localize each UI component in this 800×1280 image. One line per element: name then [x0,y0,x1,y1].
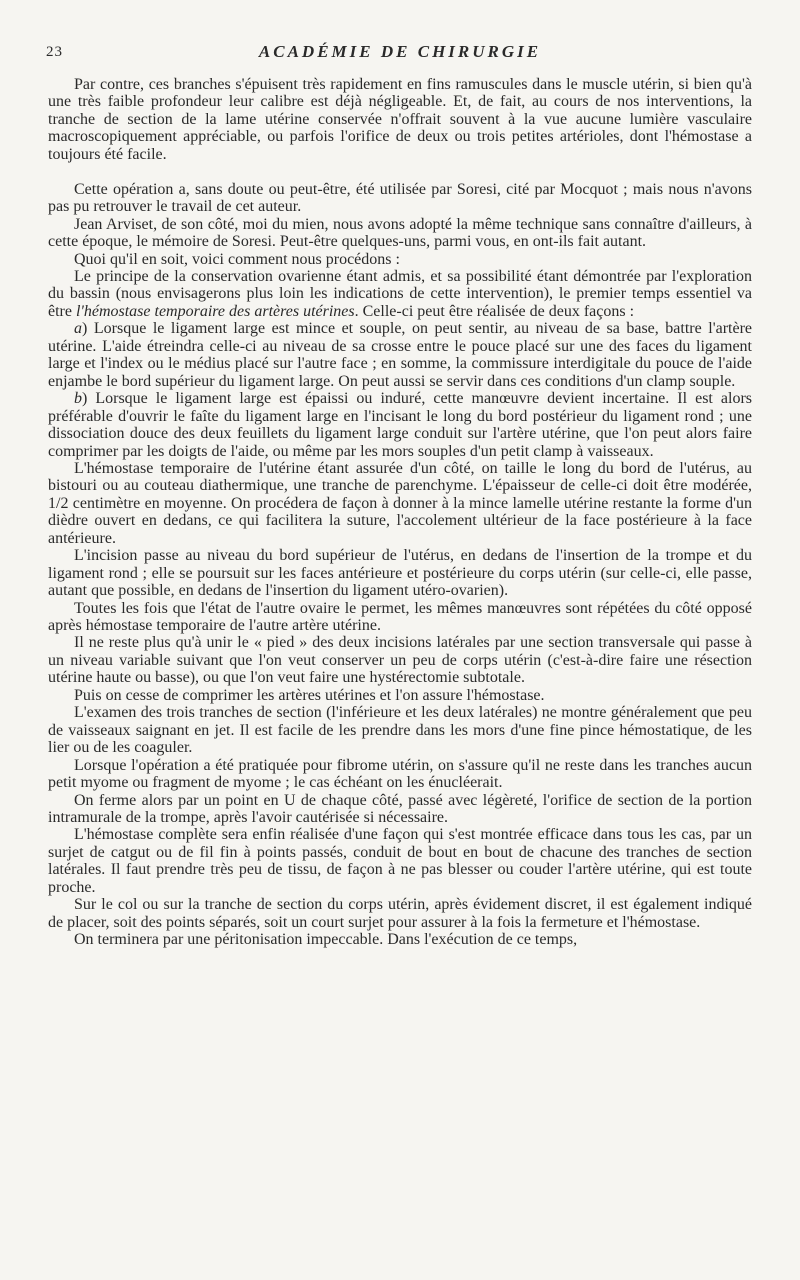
list-marker: b [74,390,82,408]
paragraph-text: Le principe de la conservation ovarienne étant admis, et sa possibilité étant démontrée par l'exploration du bassin (nous envisagerons plus loin les indications de cette intervention), le premier temps essentiel va être [48,267,752,320]
paragraph: On ferme alors par un point en U de chaque côté, passé avec légèreté, l'orifice de section de la portion intramurale de la trompe, après l'avoir cautérisée si nécessaire. [48,791,752,827]
paragraph: L'incision passe au niveau du bord supérieur de l'utérus, en dedans de l'insertion de la trompe et du ligament rond ; elle se poursuit sur les faces antérieure et postérieure du corps utérin (sur celle-ci, elle passe, autant que possible, en dedans de l'insertion du ligament utéro-ovarien). [48,547,752,600]
page-number: 23 [46,44,63,60]
list-marker: a [74,320,82,338]
paragraph: On terminera par une péritonisation impeccable. Dans l'exécution de ce temps, [74,931,578,949]
page-header [46,40,754,70]
paragraph: Par contre, ces branches s'épuisent très rapidement en fins ramuscules dans le muscle utérin, si bien qu'à une très faible profondeur leur calibre est déjà négligeable. Et, de fait, au cours de nos interventions, la tranche de section de la lame utérine conservée n'offrait souvent à la vue aucune lumière vasculaire macroscopiquement appréciable, ou parfois l'orifice de deux ou trois petites artérioles, dont l'hémostase a toujours été facile. [48,76,752,163]
paragraph: L'hémostase temporaire de l'utérine étant assurée d'un côté, on taille le long du bord de l'utérus, au bistouri ou au couteau diathermique, une tranche de parenchyme. L'épaisseur de celle-ci doit être modérée, 1/2 centimètre en moyenne. On procédera de façon à donner à la mince lamelle utérine restante la forme d'un dièdre ouvert en dedans, ce qui facilitera la suture, l'accolement ultérieur de la face postérieure à la face antérieure. [48,459,752,547]
paragraph: Jean Arviset, de son côté, moi du mien, nous avons adopté la même technique sans connaître d'ailleurs, à cette époque, le mémoire de Soresi. Peut-être quelques-uns, parmi vous, en ont-ils fait autant. [48,215,752,251]
paragraph: Toutes les fois que l'état de l'autre ovaire le permet, les mêmes manœuvres sont répétées du côté opposé après hémostase temporaire de l'autre artère utérine. [48,599,752,635]
italic-emphasis: l'hémostase temporaire des artères utérines [75,302,355,320]
paragraph: Il ne reste plus qu'à unir le « pied » des deux incisions latérales par une section transversale qui passe à un niveau variable suivant que l'on veut conserver un peu de corps utérin (c'est-à-dire faire une résection utérine haute ou basse), ou que l'on veut faire une hystérectomie subtotale. [48,634,752,687]
paragraph: Lorsque l'opération a été pratiquée pour fibrome utérin, on s'assure qu'il ne reste dans les tranches aucun petit myome ou fragment de myome ; le cas échéant on les énucléerait. [48,756,752,792]
body-text [48,76,752,949]
paragraph: Quoi qu'il en soit, voici comment nous procédons : [74,250,400,268]
paragraph: b) Lorsque le ligament large est épaissi ou induré, cette manœuvre devient incertaine. Il est alors préférable d'ouvrir le faîte du ligament large en l'incisant le long du bord postérieur du ligament rond ; une dissociation douce des deux feuillets du ligament large conduit sur l'artère utérine, que l'on peut alors faire comprimer par les doigts de l'aide, ou même par les mors souples d'un petit clamp à vaisseaux. [48,390,752,460]
paragraph: Sur le col ou sur la tranche de section du corps utérin, après évidement discret, il est également indiqué de placer, soit des points séparés, soit un court surjet pour assurer à la fois la fermeture et l'hémostase. [48,896,752,931]
paragraph-text: . Celle-ci peut être réalisée de deux façons : [354,302,635,320]
paragraph: Cette opération a, sans doute ou peut-être, été utilisée par Soresi, cité par Mocquot ; mais nous n'avons pas pu retrouver le travail de cet auteur. [48,180,752,216]
paragraph: L'hémostase complète sera enfin réalisée d'une façon qui s'est montrée efficace dans tous les cas, par un surjet de catgut ou de fil fin à points passés, conduit de bout en bout de chacune des tranches de section latérales. Il faut prendre très peu de tissu, de façon à ne pas blesser ou couder l'artère utérine, qui est toute proche. [48,826,752,896]
running-title: ACADÉMIE DE CHIRURGIE [258,42,542,61]
paragraph: L'examen des trois tranches de section (l'inférieure et les deux latérales) ne montre généralement que peu de vaisseaux saignant en jet. Il est facile de les prendre dans les mors d'une fine pince hémostatique, de les lier ou de les coaguler. [48,704,752,757]
paragraph [48,268,752,320]
paragraph: Puis on cesse de comprimer les artères utérines et l'on assure l'hémostase. [74,686,545,704]
paragraph: a) Lorsque le ligament large est mince et souple, on peut sentir, au niveau de sa base, battre l'artère utérine. L'aide étreindra celle-ci au niveau de sa crosse entre le pouce placé sur une des faces du ligament large et l'index ou le médius placé sur l'autre face ; en somme, la commissure interdigitale du pouce de l'aide enjambe le bord supérieur du ligament large. On peut aussi se servir dans ces conditions d'un clamp souple. [48,320,752,390]
